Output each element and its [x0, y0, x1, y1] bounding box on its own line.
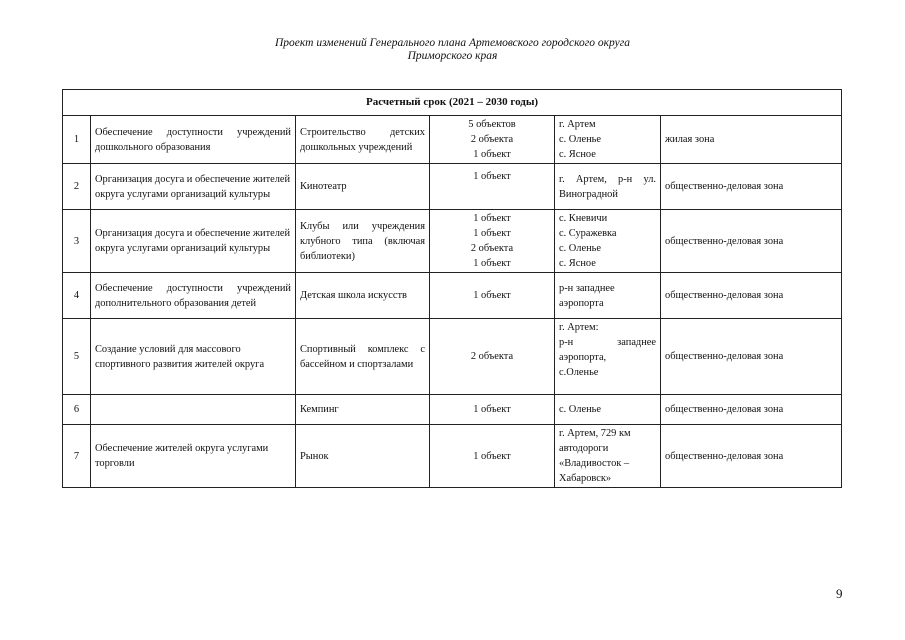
location-line: г. Артем, 729 км автодороги «Владивосток – Хабаровск»	[559, 428, 631, 484]
purpose-cell: Обеспечение доступности учреждений дошкольного образования	[91, 116, 296, 164]
location-cell	[555, 164, 661, 210]
quantity-line: 2 объекта	[470, 351, 514, 362]
location-cell	[555, 210, 661, 273]
purpose-cell: Обеспечение жителей округа услугами торговли	[91, 425, 296, 488]
quantity-cell	[430, 164, 555, 210]
quantity-line: 1 объект	[473, 171, 511, 182]
quantity-cell	[430, 116, 555, 164]
location-line: с. Кневичи	[559, 213, 608, 224]
quantity-line: 1 объект	[473, 228, 511, 239]
purpose-cell	[91, 395, 296, 425]
row-number: 5	[63, 319, 91, 395]
table-row	[63, 319, 842, 395]
page-number: 9	[836, 586, 843, 601]
location-line: с.Оленье	[559, 367, 599, 378]
row-number: 2	[63, 164, 91, 210]
zone-cell: общественно-деловая зона	[661, 273, 842, 319]
table-row	[63, 273, 842, 319]
location-line: с. Ясное	[559, 149, 596, 160]
location-cell	[555, 273, 661, 319]
row-number: 4	[63, 273, 91, 319]
table-row	[63, 164, 842, 210]
quantity-line: 1 объект	[473, 290, 511, 301]
location-cell	[555, 395, 661, 425]
purpose-cell: Обеспечение доступности учреждений дополнительного образования детей	[91, 273, 296, 319]
quantity-line: 1 объект	[473, 450, 511, 462]
location-line: г. Артем, р-н ул. Виноградной	[559, 173, 656, 200]
table-row	[63, 395, 842, 425]
zone-cell: общественно-деловая зона	[661, 425, 842, 488]
quantity-cell	[430, 273, 555, 319]
location-line: р-н западнее аэропорта	[559, 282, 615, 309]
table-title-row	[63, 90, 842, 116]
quantity-line: 1 объект	[473, 213, 511, 224]
quantity-cell	[430, 425, 555, 488]
quantity-line: 1 объект	[473, 258, 511, 269]
quantity-line: 5 объектов	[468, 119, 516, 130]
location-line: с. Оленье	[559, 404, 602, 415]
object-cell: Детская школа искусств	[296, 273, 430, 319]
location-cell	[555, 425, 661, 488]
purpose-cell: Организация досуга и обеспечение жителей округа услугами организаций культуры	[91, 164, 296, 210]
quantity-line: 2 объекта	[470, 134, 514, 145]
header-line-1: Проект изменений Генерального плана Артемовского городского округа	[275, 37, 630, 49]
quantity-line: 2 объекта	[470, 243, 514, 254]
object-cell: Строительство детских дошкольных учреждений	[296, 116, 430, 164]
quantity-cell	[430, 395, 555, 425]
location-line: г. Артем:	[559, 322, 599, 333]
location-cell	[555, 116, 661, 164]
location-cell	[555, 319, 661, 395]
purpose-cell: Создание условий для массового спортивного развития жителей округа	[91, 319, 296, 395]
location-line: с. Оленье	[559, 134, 602, 145]
plan-table	[62, 89, 842, 488]
object-cell: Кинотеатр	[296, 164, 430, 210]
location-line: с. Ясное	[559, 258, 596, 269]
location-line: г. Артем	[559, 119, 596, 130]
quantity-line: 1 объект	[473, 149, 511, 160]
table-row	[63, 425, 842, 488]
table-row	[63, 116, 842, 164]
row-number: 1	[63, 116, 91, 164]
row-number: 7	[63, 425, 91, 488]
object-cell: Клубы или учреждения клубного типа (включая библиотеки)	[296, 210, 430, 273]
row-number: 3	[63, 210, 91, 273]
object-cell: Рынок	[296, 425, 430, 488]
zone-cell: жилая зона	[661, 116, 842, 164]
document-header	[0, 37, 905, 63]
location-line: с. Суражевка	[559, 228, 617, 239]
quantity-cell	[430, 319, 555, 395]
object-cell: Спортивный комплекс с бассейном и спортзалами	[296, 319, 430, 395]
table-row	[63, 210, 842, 273]
location-line: с. Оленье	[559, 243, 602, 254]
table-title: Расчетный срок (2021 – 2030 годы)	[63, 90, 842, 116]
zone-cell: общественно-деловая зона	[661, 319, 842, 395]
purpose-cell: Организация досуга и обеспечение жителей округа услугами организаций культуры	[91, 210, 296, 273]
object-cell: Кемпинг	[296, 395, 430, 425]
zone-cell: общественно-деловая зона	[661, 210, 842, 273]
zone-cell: общественно-деловая зона	[661, 164, 842, 210]
quantity-line: 1 объект	[473, 404, 511, 415]
quantity-cell	[430, 210, 555, 273]
header-line-2: Приморского края	[407, 50, 498, 62]
zone-cell: общественно-деловая зона	[661, 395, 842, 425]
row-number: 6	[63, 395, 91, 425]
location-line: р-н западнее аэропорта,	[559, 337, 656, 363]
